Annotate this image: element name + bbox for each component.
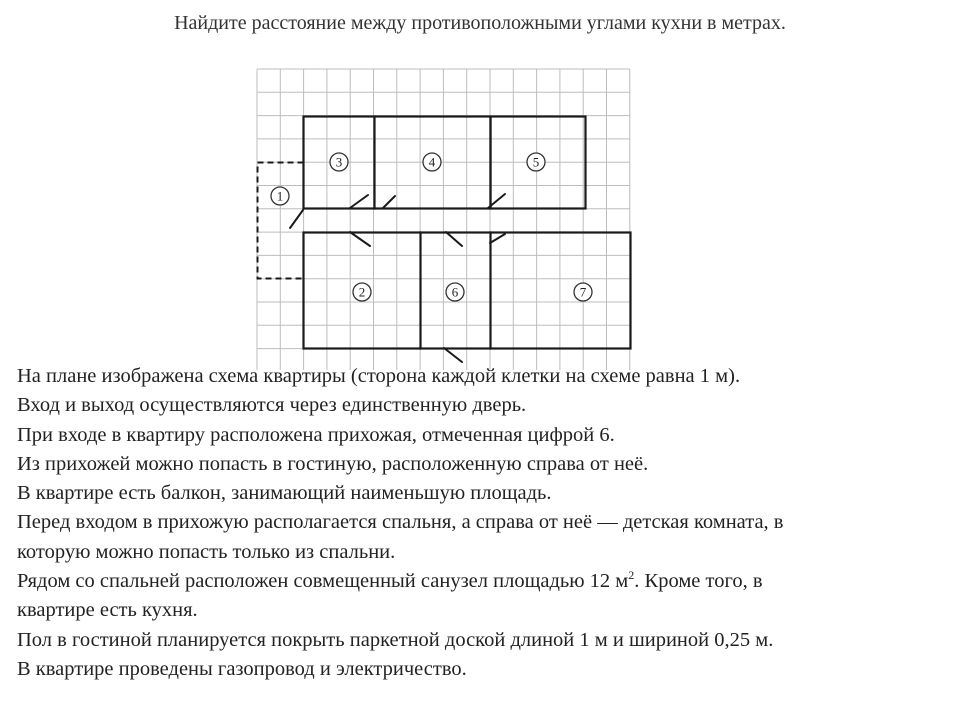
text-line: Рядом со спальней расположен совмещенный санузел площадью 12 $м^2$. Кроме того, в [17,568,763,593]
room-marker-3 [330,153,348,171]
text-line: При входе в квартиру расположена прихожая, отмеченная цифрой 6. [17,423,615,446]
door-room-7 [490,234,505,243]
room-marker-1 [271,187,289,205]
superscript: 2 [628,568,635,583]
task-title: Найдите расстояние между противоположными углами кухни в метрах. [174,12,786,34]
room-marker-4 [423,153,441,171]
text-line: квартире есть кухня. [17,599,198,622]
text-line: На плане изображена схема квартиры (сторона каждой клетки на схеме равна 1 м). [17,365,741,387]
grid [257,69,630,370]
svg-text:1: 1 [276,188,284,204]
walls [258,117,631,349]
problem-text [17,362,947,684]
door-hall-top [446,232,462,246]
room-marker-7 [574,283,592,301]
room-marker-5 [527,153,545,171]
door-balcony [290,210,303,228]
text-line: В квартире есть балкон, занимающий наименьшую площадь. [17,482,552,505]
svg-text:4: 4 [428,154,436,170]
text-line: Перед входом в прихожую располагается спальня, а справа от неё — детская комната, в [17,511,784,534]
text-line: Пол в гостиной планируется покрыть паркетной доской длиной 1 м и шириной 0,25 м. [17,628,774,651]
door-room-2 [350,232,370,246]
door-room-3 [350,195,368,208]
text-line: Вход и выход осуществляются через единственную дверь. [17,394,527,417]
text-line: В квартире проведены газопровод и электричество. [17,657,467,680]
text-line: которую можно попасть только из спальни. [17,540,396,563]
svg-text:6: 6 [451,284,459,300]
text-line: Из прихожей можно попасть в гостиную, расположенную справа от неё. [17,452,649,475]
door-room-4 [383,196,395,208]
room-marker-6 [446,283,464,301]
svg-text:3: 3 [335,154,343,170]
doors [290,194,505,362]
svg-text:2: 2 [358,284,366,300]
door-entrance [444,348,462,362]
svg-text:7: 7 [579,284,587,300]
svg-text:5: 5 [532,154,540,170]
room-marker-2 [353,283,371,301]
